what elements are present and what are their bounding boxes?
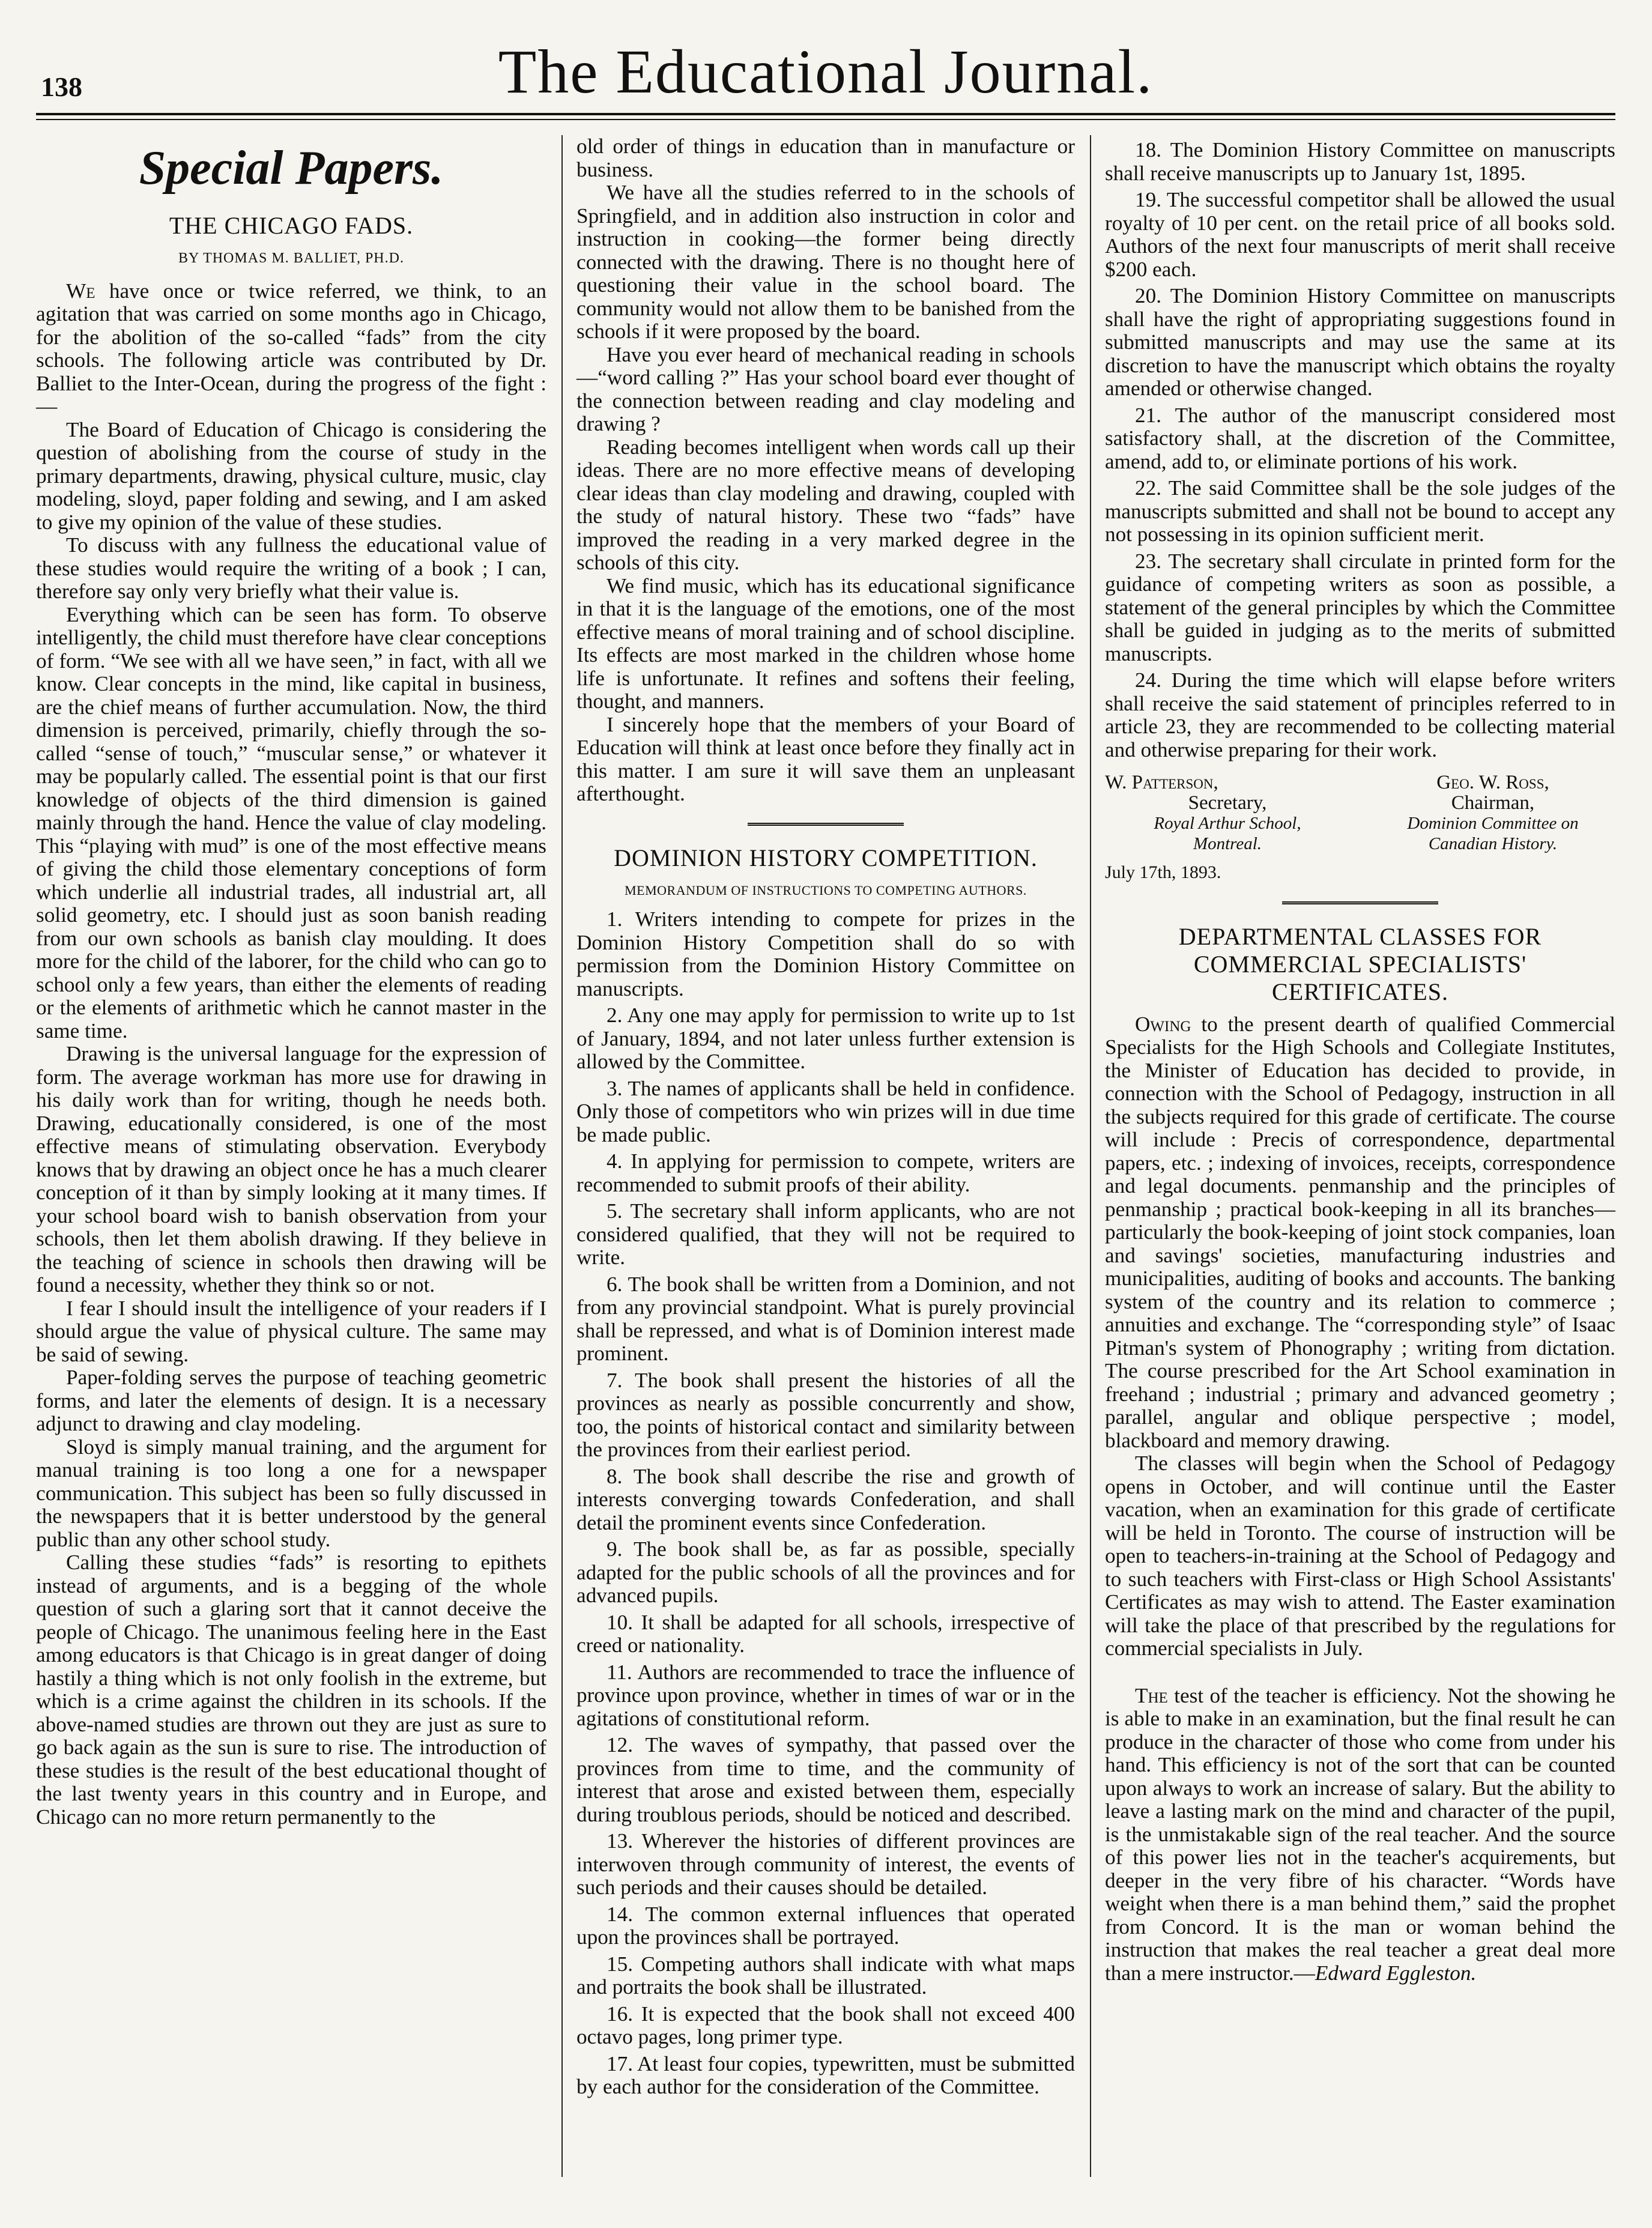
instruction-item: 13. Wherever the histories of different provinces are interwoven through community of interest, the events of such periods and their causes should be detailed. (576, 1829, 1075, 1899)
paragraph: Paper-folding serves the purpose of teaching geometric forms, and later the elements of design. It is a necessary adjunct to drawing and clay modeling. (36, 1366, 546, 1435)
lead-word: We (66, 279, 95, 303)
lead-word: The (1135, 1683, 1168, 1707)
dominion-title: DOMINION HISTORY COMPETITION. (614, 844, 1038, 871)
instruction-item: 14. The common external influences that operated upon the provinces shall be portrayed. (576, 1902, 1075, 1949)
column-2 (576, 135, 1075, 2099)
chicago-byline: BY THOMAS M. BALLIET, PH.D. (178, 250, 404, 266)
paragraph: To discuss with any fullness the educational value of these studies would require the writing of a book ; I can, therefore say only very briefly what their value is. (36, 533, 546, 603)
signature-chairman: Geo. W. Ross, Chairman, Dominion Committee on Canadian History. (1407, 772, 1579, 853)
header-rule-bottom (36, 119, 1615, 120)
closing-paragraph: The test of the teacher is efficiency. Not the showing he is able to make in an examination, but the final result he can produce in the character of those who come from under his hand. This efficiency is not of the sort that can be counted upon always to work an increase of salary. But the ability to leave a lasting mark on the mind and character of the pupil, is the unmistakable sign of the real teacher. And the source of this power lies not in the teacher's acquirements, but deeper in the very fibre of his character. “Words have weight when there is a man behind them,” said the prophet from Concord. It is the man or woman behind the instruction that makes the real teacher a great deal more than a mere instructor.—Edward Eggleston. (1105, 1683, 1615, 1985)
dominion-date: July 17th, 1893. (1105, 862, 1221, 882)
paragraph: Sloyd is simply manual training, and the argument for manual training is too long a one for a newspaper communication. This subject has been so fully discussed in the newspapers that it is better understood by the general public than any other school study. (36, 1435, 546, 1551)
section-separator (1282, 901, 1438, 906)
instruction-item: 11. Authors are recommended to trace the influence of province upon province, whether in times of war or in the agitations of constitutional reform. (576, 1660, 1075, 1730)
instruction-item: 21. The author of the manuscript considered most satisfactory shall, at the discretion of the Committee, amend, add to, or eliminate portions of his work. (1105, 403, 1615, 473)
instruction-item: 7. The book shall present the histories of all the provinces as nearly as possible concurrently and show, too, the points of historical contact and similarity between the provinces from their earliest period. (576, 1368, 1075, 1461)
instruction-item: 3. The names of applicants shall be held in confidence. Only those of competitors who win prizes will in due time be made public. (576, 1076, 1075, 1146)
page-header (36, 36, 1615, 108)
chicago-title: THE CHICAGO FADS. (169, 212, 414, 239)
paragraph: I fear I should insult the intelligence of your readers if I should argue the value of physical culture. The same may be said of sewing. (36, 1296, 546, 1366)
instruction-item: 15. Competing authors shall indicate with what maps and portraits the book shall be illustrated. (576, 1952, 1075, 1999)
instruction-item: 8. The book shall describe the rise and growth of interests converging towards Confederation, and shall detail the prominent events since Confederation. (576, 1464, 1075, 1534)
signature-secretary: W. Patterson, Secretary, Royal Arthur School, Montreal. (1105, 772, 1301, 853)
instruction-item: 2. Any one may apply for permission to write up to 1st of January, 1894, and not later unless further extension is allowed by the Committee. (576, 1004, 1075, 1073)
paragraph: We have all the studies referred to in the schools of Springfield, and in addition also instruction in color and instruction in cooking—the former being directly connected with the drawing. There is no thought here of questioning their value in the school board. The community would not allow them to be banished from the schools if it were proposed by the board. (576, 181, 1075, 343)
column-divider (1090, 135, 1091, 2177)
paragraph: old order of things in education than in manufacture or business. (576, 135, 1075, 181)
instruction-item: 12. The waves of sympathy, that passed over the provinces from time to time, and the community of interest that arose and existed between them, especially during troublous periods, should be noticed and described. (576, 1733, 1075, 1826)
spacer (1105, 1660, 1615, 1685)
instruction-item: 16. It is expected that the book shall not exceed 400 octavo pages, long primer type. (576, 2002, 1075, 2048)
column-divider (561, 135, 563, 2177)
instruction-item: 9. The book shall be, as far as possible, specially adapted for the public schools of all the provinces and for advanced pupils. (576, 1537, 1075, 1607)
instruction-item: 5. The secretary shall inform applicants, who are not considered qualified, that they will not be required to write. (576, 1199, 1075, 1269)
column-1 (36, 135, 546, 1829)
paragraph: Calling these studies “fads” is resorting to epithets instead of arguments, and is a begging of the whole question of such a glaring sort that it cannot deceive the people of Chicago. The unanimous feeling here in the East among educators is that Chicago is in great danger of doing hastily a thing which is not only foolish in the extreme, but which is a crime against the children in its schools. If the above-named studies are thrown out they are just as sure to go back again as the sun is sure to rise. The introduction of these studies is the result of the best educational thought of the last twenty years in this country and in Europe, and Chicago can no more return permanently to the (36, 1551, 546, 1829)
closing-author: Edward Eggleston. (1315, 1961, 1477, 1985)
instruction-item: 19. The successful competitor shall be allowed the usual royalty of 10 per cent. on the retail price of all books sold. Authors of the next four manuscripts of merit shall receive $200 each. (1105, 188, 1615, 281)
instruction-item: 10. It shall be adapted for all schools, irrespective of creed or nationality. (576, 1610, 1075, 1657)
signatures (1105, 772, 1615, 854)
paragraph: Owing to the present dearth of qualified Commercial Specialists for the High Schools and Collegiate Institutes, the Minister of Education has decided to provide, in connection with the School of Pedagogy, instruction in all the subjects required for this grade of certificate. The course will include : Precis of correspondence, departmental papers, etc. ; indexing of invoices, receipts, correspondence and legal documents. penmanship and the principles of penmanship ; practical book-keeping in all its branches—particularly the book-keeping of joint stock companies, loan and savings' societies, manufacturing industries and municipalities, auditing of books and accounts. The banking system of the country and its relation to commerce ; annuities and exchange. The “corresponding style” of Isaac Pitman's system of Phonography ; writing from dictation. The course prescribed for the Art School examination in freehand ; industrial ; primary and advanced geometry ; parallel, angular and oblique perspective ; model, blackboard and memory drawing. (1105, 1012, 1615, 1452)
instruction-item: 18. The Dominion History Committee on manuscripts shall receive manuscripts up to January 1st, 1895. (1105, 138, 1615, 185)
page-number: 138 (41, 71, 82, 102)
instruction-item: 23. The secretary shall circulate in printed form for the guidance of competing writers as soon as possible, a statement of the general principles by which the Committee shall be guided in judging as to the merits of submitted manuscripts. (1105, 549, 1615, 665)
instruction-item: 6. The book shall be written from a Dominion, and not from any provincial standpoint. What is purely provincial shall be repressed, and what is of Dominion interest made prominent. (576, 1272, 1075, 1365)
instruction-item: 24. During the time which will elapse before writers shall receive the said statement of principles referred to in article 23, they are recommended to be collecting material and otherwise preparing for their work. (1105, 668, 1615, 761)
paragraph: We find music, which has its educational significance in that it is the language of the emotions, one of the most effective means of moral training and of school discipline. Its effects are most marked in the children whose home life is unfortunate. It refines and softens their feeling, thought, and manners. (576, 574, 1075, 713)
instruction-item: 17. At least four copies, typewritten, must be submitted by each author for the consideration of the Committee. (576, 2051, 1075, 2098)
section-separator (748, 823, 904, 828)
paragraph: Everything which can be seen has form. To observe intelligently, the child must therefore have clear conceptions of form. “We see with all we have seen,” in fact, with all we know. Clear concepts in the mind, like capital in business, are the chief means of further accumulation. Now, the third dimension is perceived, primarily, chiefly through the so-called “sense of touch,” “muscular sense,” or whatever it may be popularly called. The essential point is that our first knowledge of objects of the third dimension is gained mainly through the hand. Hence the value of clay modeling. This “playing with mud” is one of the most effective means of giving the child those elementary conceptions of form which underlie all industrial trades, all industrial art, all solid geometry, etc. I should just as soon banish reading from our own schools as banish clay moulding. It does more for the child of the laborer, for the child who can go to school only a few years, than either the elements of reading or the elements of arithmetic which he cannot master in the same time. (36, 602, 546, 1043)
dominion-memo: MEMORANDUM OF INSTRUCTIONS TO COMPETING AUTHORS. (625, 882, 1027, 898)
paragraph: I sincerely hope that the members of your Board of Education will think at least once before they finally act in this matter. I am sure it will save them an unpleasant afterthought. (576, 712, 1075, 805)
journal-masthead: The Educational Journal. (498, 37, 1154, 106)
lead-word: Owing (1135, 1012, 1191, 1036)
paragraph: The Board of Education of Chicago is considering the question of abolishing from the course of study in the primary departments, drawing, physical culture, music, clay modeling, sloyd, paper folding and sewing, and I am asked to give my opinion of the value of these studies. (36, 417, 546, 534)
instruction-item: 1. Writers intending to compete for prizes in the Dominion History Competition shall do so with permission from the Dominion History Committee on manuscripts. (576, 907, 1075, 1000)
paragraph: Drawing is the universal language for the expression of form. The average workman has more use for drawing in his daily work than for writing, though he needs both. Drawing, educationally considered, is one of the most effective means of stimulating observation. Everybody knows that by drawing an object once he has a much clearer conception of it than by simply looking at it many times. If your school board wish to banish observation from your schools, then let them abolish drawing. If they believe in the teaching of science in schools then drawing will be found a necessity, whether they think so or not. (36, 1042, 546, 1297)
instruction-item: 20. The Dominion History Committee on manuscripts shall have the right of appropriating suggestions found in submitted manuscripts and may use the same at its discretion to have the manuscript which obtains the royalty amended or otherwise changed. (1105, 284, 1615, 400)
paragraph: We have once or twice referred, we think, to an agitation that was carried on some months ago in Chicago, for the abolition of the so-called “fads” from the city schools. The following article was contributed by Dr. Balliet to the Inter-Ocean, during the progress of the fight :— (36, 279, 546, 418)
paragraph: Have you ever heard of mechanical reading in schools—“word calling ?” Has your school board ever thought of the connection between reading and clay modeling and drawing ? (576, 342, 1075, 435)
instruction-item: 22. The said Committee shall be the sole judges of the manuscripts submitted and shall not be bound to accept any not possessing in its opinion sufficient merit. (1105, 476, 1615, 546)
paragraph: The classes will begin when the School of Pedagogy opens in October, and will continue until the Easter vacation, when an examination for this grade of certificate will be held in Toronto. The course of instruction will be open to teachers-in-training at the School of Pedagogy and to such teachers with First-class or High School Assistants' Certificates as may wish to attend. The Easter examination will take the place of that prescribed by the regulations for commercial specialists in July. (1105, 1452, 1615, 1660)
departmental-title: DEPARTMENTAL CLASSES FOR COMMERCIAL SPECIALISTS' CERTIFICATES. (1178, 922, 1542, 1005)
column-3 (1105, 135, 1615, 1985)
section-heading: Special Papers. (139, 142, 444, 195)
instruction-item: 4. In applying for permission to compete, writers are recommended to submit proofs of their ability. (576, 1149, 1075, 1196)
header-rule-top (36, 113, 1615, 115)
paragraph: Reading becomes intelligent when words call up their ideas. There are no more effective means of developing clear ideas than clay modeling and drawing, coupled with the study of natural history. These two “fads” have improved the reading in a very marked degree in the schools of this city. (576, 435, 1075, 574)
